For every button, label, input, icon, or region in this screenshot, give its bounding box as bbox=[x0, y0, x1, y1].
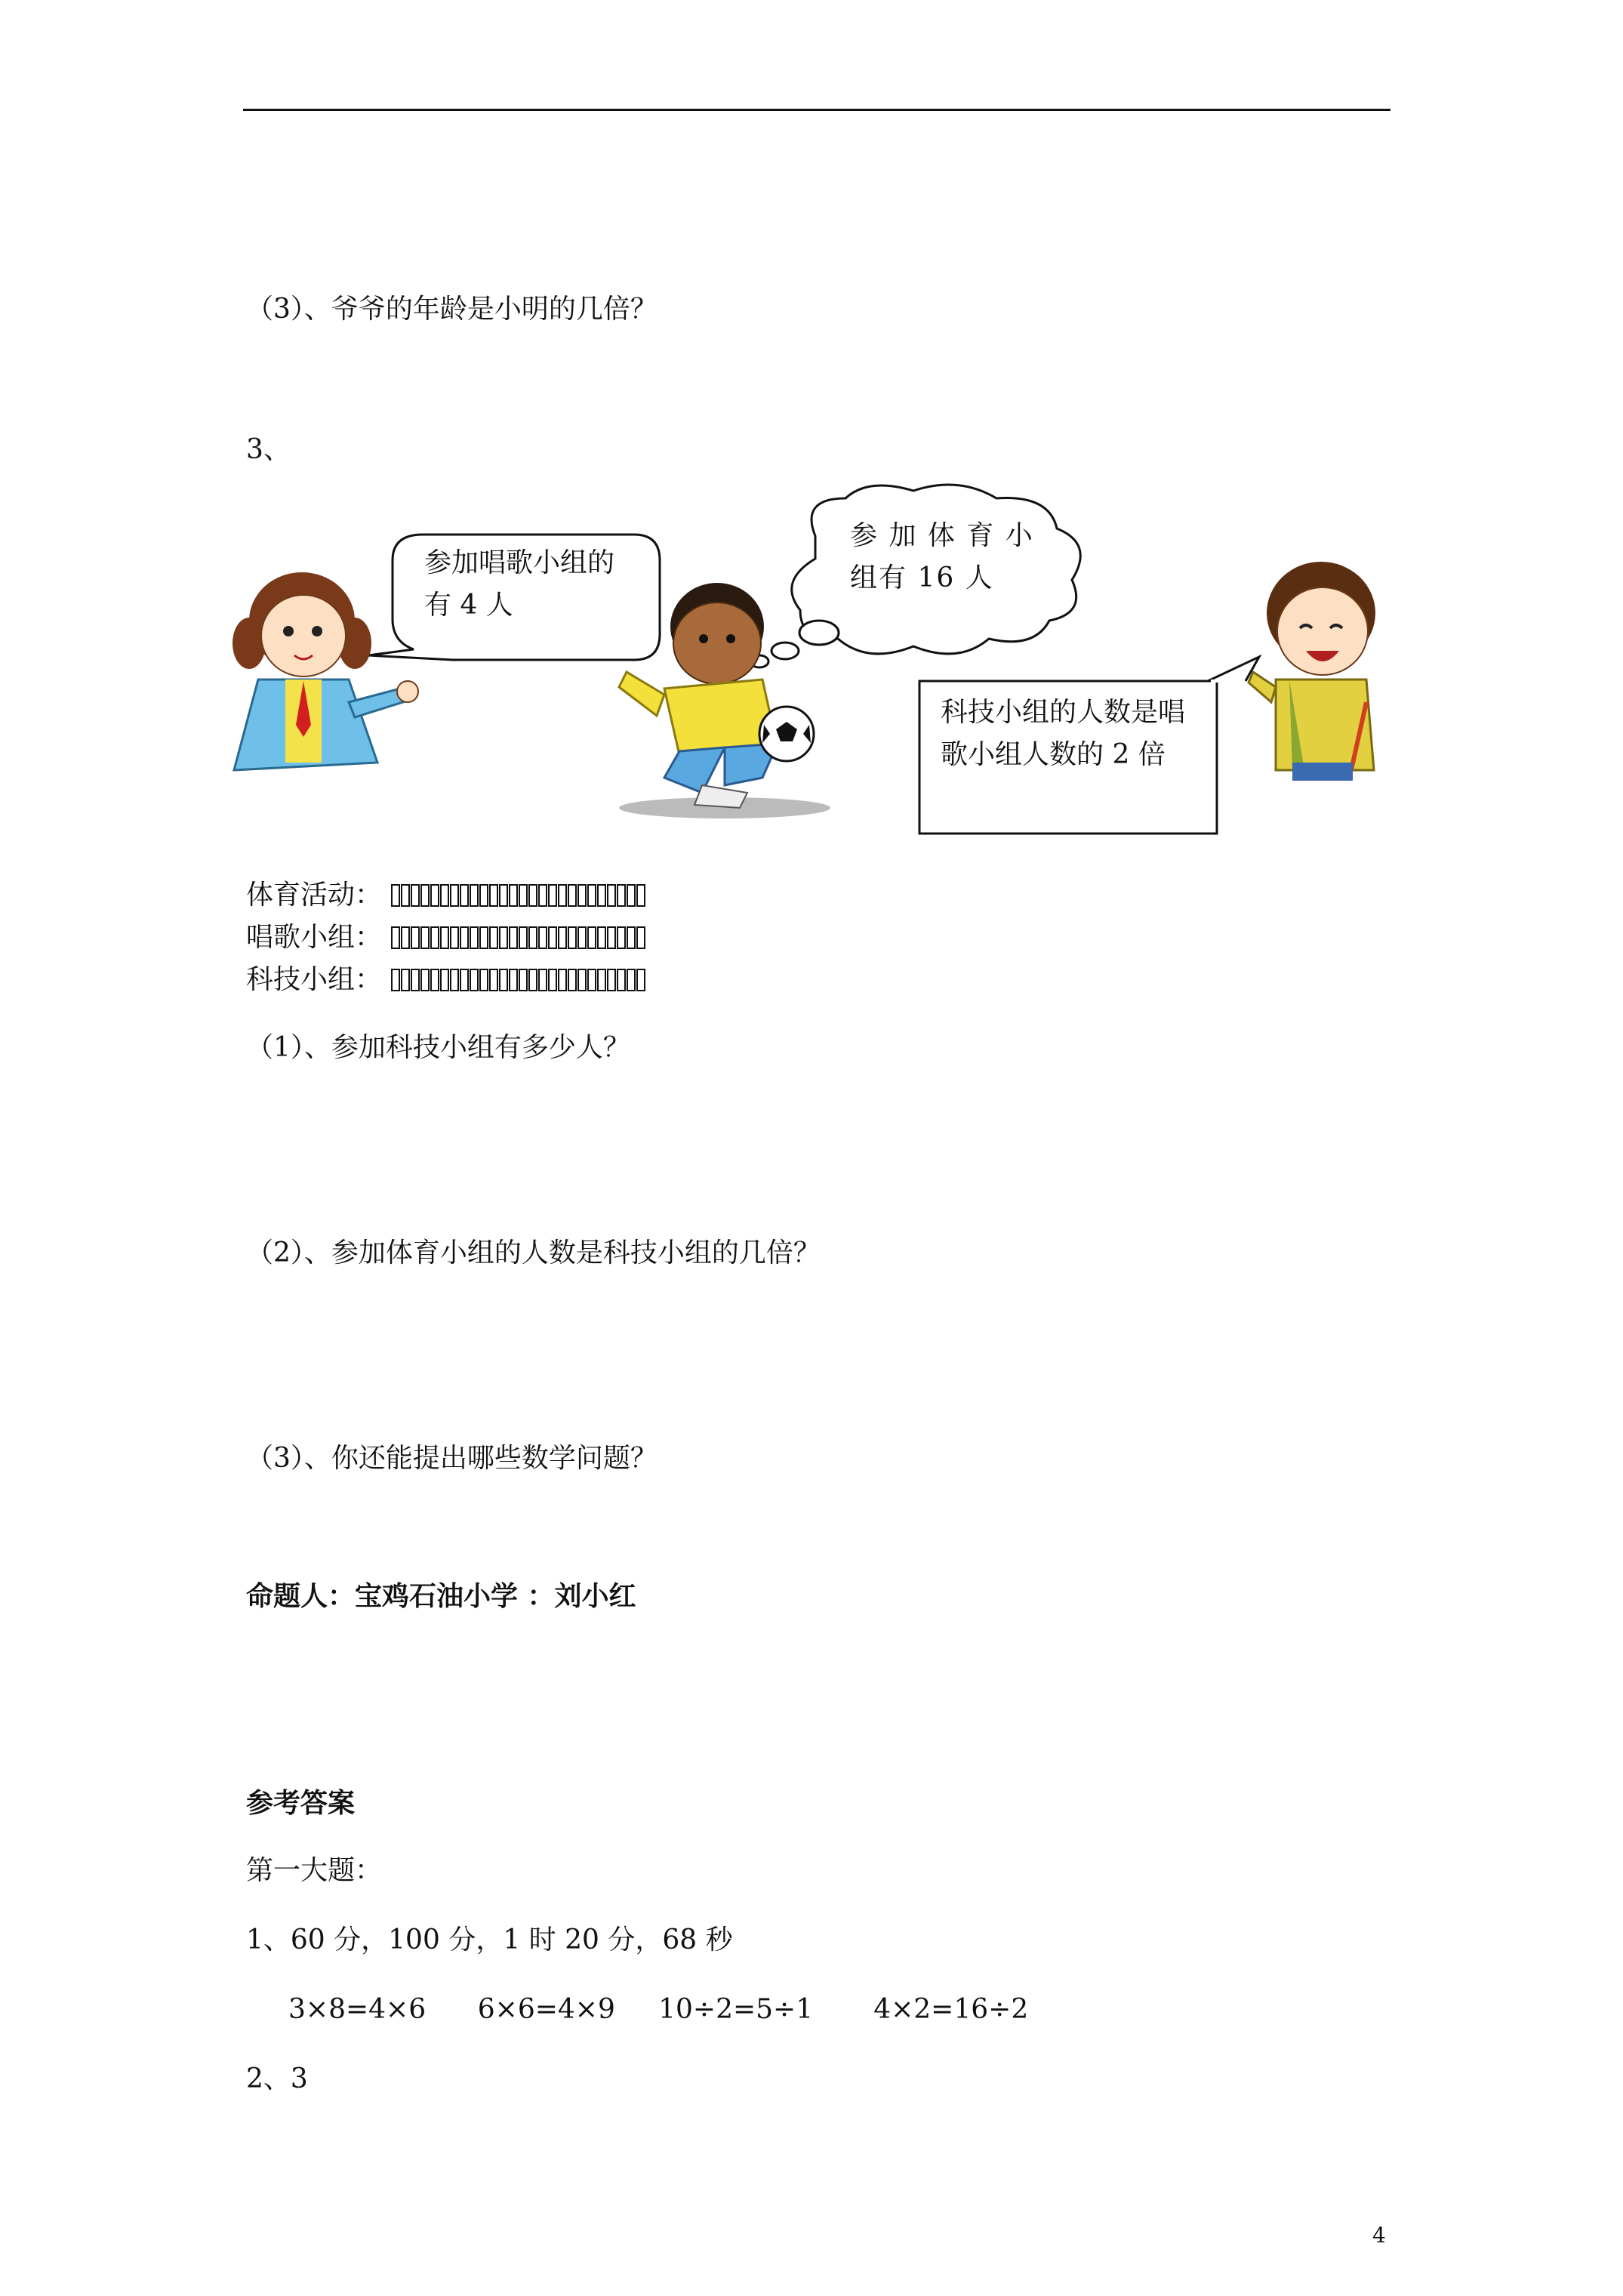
question-3-sub-3: （3）、你还能提出哪些数学问题？ bbox=[246, 1443, 658, 1474]
bar-cell bbox=[420, 926, 430, 949]
bar-cell bbox=[519, 884, 528, 907]
bar-cell bbox=[538, 969, 547, 991]
bar-cell bbox=[568, 926, 577, 949]
bar-cell bbox=[460, 926, 469, 949]
bar-cell bbox=[420, 884, 430, 907]
illustration-canvas bbox=[0, 0, 1623, 846]
bar-cell bbox=[528, 884, 537, 907]
bar-cells-singing bbox=[391, 921, 646, 954]
bar-cell bbox=[479, 884, 488, 907]
bar-cell bbox=[391, 884, 400, 907]
question-3-sub-2: （2）、参加体育小组的人数是科技小组的几倍？ bbox=[246, 1237, 821, 1268]
bar-cell bbox=[391, 926, 400, 949]
bar-cell bbox=[499, 969, 508, 991]
bar-cell bbox=[440, 926, 449, 949]
bar-cell bbox=[509, 884, 518, 907]
bar-cell bbox=[430, 884, 439, 907]
bar-cell bbox=[440, 969, 449, 991]
bar-cell bbox=[479, 969, 488, 991]
bar-cell bbox=[568, 884, 577, 907]
bar-cell bbox=[617, 926, 626, 949]
bar-cell bbox=[411, 969, 420, 991]
bar-cell bbox=[538, 926, 547, 949]
bar-cell bbox=[460, 969, 469, 991]
bar-cell bbox=[636, 926, 645, 949]
answers-section: 第一大题： bbox=[246, 1855, 383, 1886]
page-number: 4 bbox=[1372, 2223, 1386, 2248]
bar-cell bbox=[548, 884, 557, 907]
bar-cells-sports bbox=[391, 879, 646, 912]
bar-cell bbox=[450, 926, 459, 949]
bar-cell bbox=[519, 969, 528, 991]
bar-cell bbox=[499, 926, 508, 949]
bar-cell bbox=[450, 884, 459, 907]
bar-cell bbox=[597, 926, 606, 949]
answer-line-3: 2、3 bbox=[246, 2063, 308, 2094]
bar-cell bbox=[499, 884, 508, 907]
bar-cell bbox=[538, 884, 547, 907]
bar-cell bbox=[607, 926, 616, 949]
bar-cell bbox=[597, 884, 606, 907]
bar-cell bbox=[401, 969, 410, 991]
bar-cell bbox=[430, 969, 439, 991]
question-3-sub-1: （1）、参加科技小组有多少人？ bbox=[246, 1032, 630, 1063]
bar-cell bbox=[430, 926, 439, 949]
bar-cell bbox=[627, 969, 636, 991]
bar-cell bbox=[509, 969, 518, 991]
bar-cell bbox=[470, 969, 479, 991]
bar-cell bbox=[587, 884, 596, 907]
bar-cell bbox=[627, 926, 636, 949]
bar-cell bbox=[577, 926, 587, 949]
bar-cell bbox=[548, 969, 557, 991]
bar-cell bbox=[587, 969, 596, 991]
bar-cell bbox=[470, 884, 479, 907]
bar-cell bbox=[577, 969, 587, 991]
bar-cell bbox=[558, 969, 567, 991]
answer-line-1: 1、60 分，100 分，1 时 20 分，68 秒 bbox=[246, 1925, 733, 1955]
author-line: 命题人：宝鸡石油小学 ：刘小红 bbox=[246, 1580, 636, 1612]
bar-cell bbox=[489, 926, 498, 949]
bar-label-technology: 科技小组： bbox=[246, 964, 383, 995]
bar-cell bbox=[617, 884, 626, 907]
bar-cell bbox=[617, 969, 626, 991]
bar-cell bbox=[568, 969, 577, 991]
soccer-bubble-text: 参 加 体 育 小 组有 16 人 bbox=[850, 520, 1034, 593]
boy-pointing-illustration bbox=[1249, 562, 1375, 781]
bar-cell bbox=[627, 884, 636, 907]
bar-cells-technology bbox=[391, 963, 646, 997]
bar-cell bbox=[607, 884, 616, 907]
answers-title: 参考答案 bbox=[246, 1787, 356, 1819]
bar-cell bbox=[519, 926, 528, 949]
question-3-label: 3、 bbox=[246, 434, 291, 465]
bar-label-singing: 唱歌小组： bbox=[246, 922, 383, 953]
bar-cell bbox=[607, 969, 616, 991]
bar-cell bbox=[450, 969, 459, 991]
bar-cell bbox=[391, 969, 400, 991]
bar-cell bbox=[489, 969, 498, 991]
question-2-sub-3: （3）、爷爷的年龄是小明的几倍？ bbox=[246, 294, 658, 325]
bar-cell bbox=[489, 884, 498, 907]
boy-bubble-text: 科技小组的人数是唱 歌小组人数的 2 倍 bbox=[941, 697, 1186, 770]
bar-cell bbox=[470, 926, 479, 949]
bar-cell bbox=[440, 884, 449, 907]
bar-cell bbox=[558, 926, 567, 949]
bar-cell bbox=[420, 969, 430, 991]
bar-cell bbox=[401, 926, 410, 949]
bar-cell bbox=[558, 884, 567, 907]
bar-cell bbox=[411, 884, 420, 907]
girl-pointing-illustration bbox=[233, 572, 418, 770]
bar-cell bbox=[509, 926, 518, 949]
bar-cell bbox=[528, 926, 537, 949]
bar-label-sports: 体育活动： bbox=[246, 880, 383, 911]
bar-cell bbox=[528, 969, 537, 991]
bar-cell bbox=[460, 884, 469, 907]
girl-bubble-text: 参加唱歌小组的 有 4 人 bbox=[424, 547, 615, 621]
bar-cell bbox=[636, 969, 645, 991]
bar-cell bbox=[587, 926, 596, 949]
bar-cell bbox=[411, 926, 420, 949]
bar-cell bbox=[577, 884, 587, 907]
bar-cell bbox=[548, 926, 557, 949]
bar-cell bbox=[636, 884, 645, 907]
bar-cell bbox=[401, 884, 410, 907]
bar-cell bbox=[479, 926, 488, 949]
bar-cell bbox=[597, 969, 606, 991]
answer-line-2: 3×8=4×6 6×6=4×9 10÷2=5÷1 4×2=16÷2 bbox=[288, 1994, 1029, 2025]
